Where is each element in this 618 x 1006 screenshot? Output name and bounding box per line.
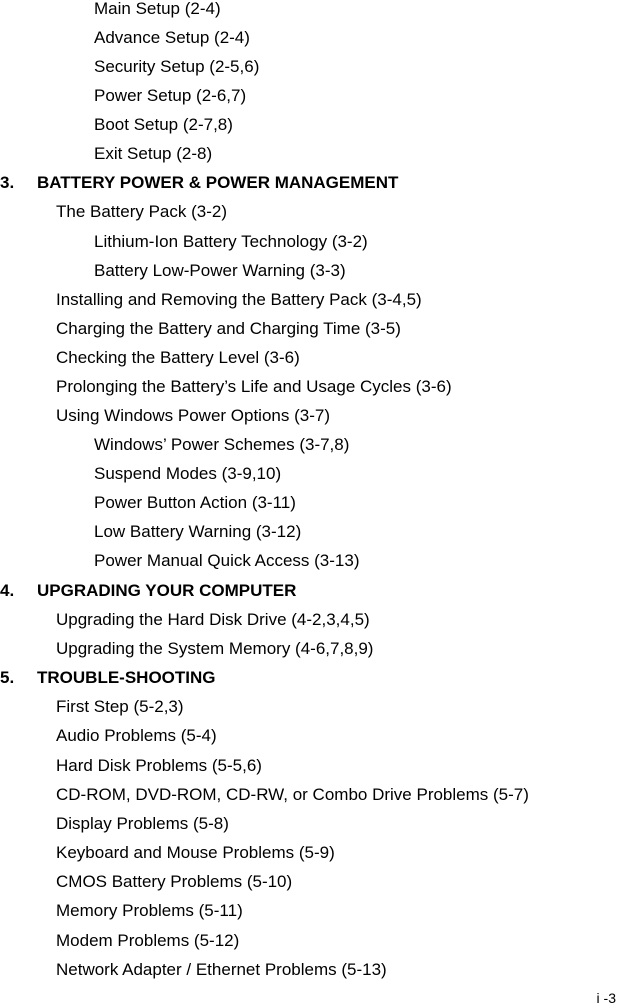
- toc-chapter-heading: [0, 581, 296, 601]
- toc-entry: Low Battery Warning (3-12): [94, 522, 302, 541]
- chapter-number: 5.: [0, 668, 15, 687]
- toc-entry: CMOS Battery Problems (5-10): [56, 872, 293, 891]
- toc-entry: Suspend Modes (3-9,10): [94, 464, 282, 483]
- toc-entry: Boot Setup (2-7,8): [94, 115, 233, 134]
- toc-entry: Upgrading the Hard Disk Drive (4-2,3,4,5): [56, 610, 370, 629]
- toc-entry: Installing and Removing the Battery Pack (3-4,5): [56, 290, 422, 309]
- chapter-number: 4.: [0, 581, 15, 600]
- toc-entry: Power Setup (2-6,7): [94, 86, 247, 105]
- toc-entry: Power Manual Quick Access (3-13): [94, 551, 360, 570]
- toc-entry: Hard Disk Problems (5-5,6): [56, 756, 262, 775]
- toc-entry: Power Button Action (3-11): [94, 493, 296, 512]
- toc-entry: Security Setup (2-5,6): [94, 57, 260, 76]
- toc-entry: Lithium-Ion Battery Technology (3-2): [94, 232, 368, 251]
- toc-entry: Exit Setup (2-8): [94, 144, 213, 163]
- toc-chapter-heading: [0, 173, 398, 193]
- toc-entry: Modem Problems (5-12): [56, 931, 240, 950]
- toc-entry: Using Windows Power Options (3-7): [56, 406, 330, 425]
- toc-entry: Charging the Battery and Charging Time (3-5): [56, 319, 401, 338]
- toc-entry: The Battery Pack (3-2): [56, 202, 228, 221]
- toc-entry: Upgrading the System Memory (4-6,7,8,9): [56, 639, 374, 658]
- chapter-title: TROUBLE-SHOOTING: [37, 668, 216, 687]
- chapter-number: 3.: [0, 173, 15, 192]
- toc-entry: Memory Problems (5-11): [56, 901, 243, 920]
- page-number: i -3: [596, 990, 616, 1006]
- chapter-title: UPGRADING YOUR COMPUTER: [37, 581, 297, 600]
- toc-chapter-heading: [0, 668, 216, 688]
- toc-entry: Audio Problems (5-4): [56, 726, 217, 745]
- chapter-title: BATTERY POWER & POWER MANAGEMENT: [37, 173, 399, 192]
- toc-entry: Main Setup (2-4): [94, 0, 221, 18]
- toc-entry: Network Adapter / Ethernet Problems (5-13): [56, 960, 387, 979]
- toc-entry: Keyboard and Mouse Problems (5-9): [56, 843, 335, 862]
- toc-entry: Advance Setup (2-4): [94, 28, 250, 47]
- toc-entry: CD-ROM, DVD-ROM, CD-RW, or Combo Drive Problems (5-7): [56, 785, 529, 804]
- toc-entry: Battery Low-Power Warning (3-3): [94, 261, 346, 280]
- toc-entry: Prolonging the Battery’s Life and Usage Cycles (3-6): [56, 377, 452, 396]
- toc-entry: Windows’ Power Schemes (3-7,8): [94, 435, 350, 454]
- toc-entry: First Step (5-2,3): [56, 697, 184, 716]
- toc-entry: Display Problems (5-8): [56, 814, 229, 833]
- toc-entry: Checking the Battery Level (3-6): [56, 348, 300, 367]
